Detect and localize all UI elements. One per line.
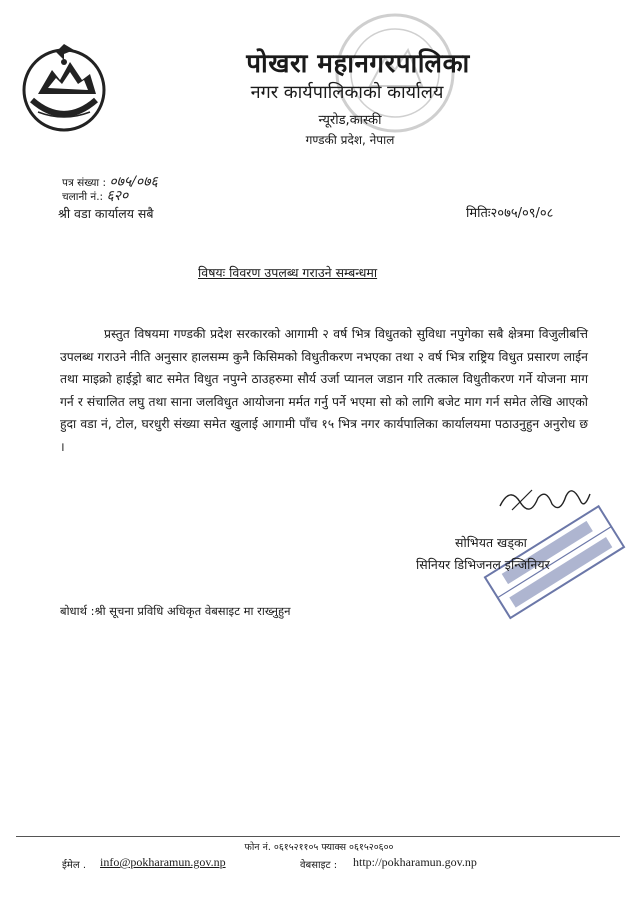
subject-line: विषयः विवरण उपलब्ध गराउने सम्बन्धमा <box>198 265 378 280</box>
chalani-number <box>62 186 128 205</box>
recipient: श्री वडा कार्यालय सबै <box>58 206 154 221</box>
patra-label: पत्र संख्या : <box>62 177 107 189</box>
signer-name: सोभियत खड्का <box>455 535 527 550</box>
footer-divider <box>16 836 620 837</box>
cc-line: बोधार्थ :श्री सूचना प्रविधि अधिकृत वेबसाइट मा राख्नुहुन <box>60 604 291 618</box>
website-link[interactable]: http://pokharamun.gov.np <box>353 855 477 869</box>
letter-body: प्रस्तुत विषयमा गण्डकी प्रदेश सरकारको आगामी २ वर्ष भित्र विधुतको सुविधा नपुगेका सबै क्षेत्रमा विजुलीबत्ति उपलब्ध गराउने नीति अनुसार हालसम्म कुनै किसिमको विधुतीकरण नभएका तथा २ वर्ष भित्र राष्ट्रिय विधुत प्रसारण लाईन तथा माइक्रो हाईड्रो बाट समेत विधुत नपुग्ने ठाउहरुमा सौर्य उर्जा प्यानल जडान गरि तत्काल विधुतीकरण गर्ने योजना माग गर्न र संचालित लघु तथा साना जलविधुत आयोजना मर्मत गर्नु पर्ने भएमा सो को लागि बजेट माग गर्न समेत लेखि आएको हुदा वडा नं, टोल, घरधुरी संख्या समेत खुलाई आगामी पाँच १५ भित्र नगर कार्यपालिका कार्यालयमा पठाउनुहुन अनुरोध छ । <box>60 327 589 454</box>
website-label: वेबसाइट : <box>300 860 338 871</box>
address-line-2: गण्डकी प्रदेश, नेपाल <box>305 133 395 147</box>
office-name: नगर कार्यपालिकाको कार्यालय <box>250 82 444 103</box>
org-name: पोखरा महानगरपालिका <box>246 49 470 79</box>
address-line-1: न्यूरोड,कास्की <box>318 113 382 128</box>
patra-value: ०७५/०७६ <box>109 174 158 190</box>
nepal-government-emblem-icon <box>18 40 110 136</box>
footer-phone-fax: फोन नं. ०६१५२११०५ फ्याक्स ०६१५२०६०० <box>244 842 394 853</box>
letter-date: मितिः२०७५/०९/०८ <box>466 206 554 221</box>
signer-title: सिनियर डिभिजनल इन्जिनियर <box>416 557 550 572</box>
email-link[interactable]: info@pokharamun.gov.np <box>100 855 226 869</box>
chalani-value: ६२० <box>106 188 129 204</box>
email-label: ईमेल . <box>62 860 87 871</box>
chalani-label: चलानी नं.: <box>62 191 104 203</box>
